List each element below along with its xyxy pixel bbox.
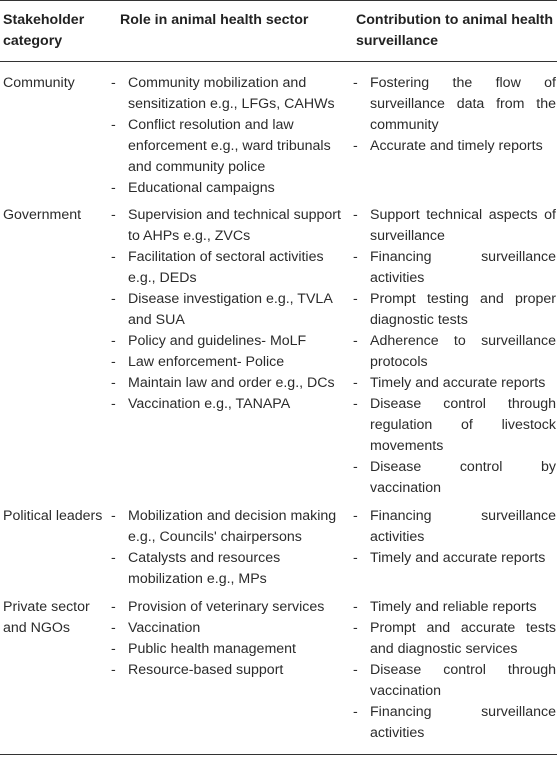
role-item: - Provision of veterinary services <box>111 597 349 618</box>
table-row <box>0 591 557 755</box>
role-item: - Vaccination e.g., TANAPA <box>111 394 349 415</box>
role-item: - Vaccination <box>111 618 349 639</box>
role-item: - Resource-based support <box>111 660 349 681</box>
header-role: Role in animal health sector <box>107 1 353 62</box>
role-item: - Policy and guidelines- MoLF <box>111 331 349 352</box>
role-cell <box>107 591 353 755</box>
stakeholder-category-cell: Community <box>3 75 75 91</box>
role-list <box>107 73 353 199</box>
stakeholder-category-cell: Private sector and NGOs <box>0 591 107 755</box>
contribution-item: - Prompt testing and proper diagnostic tests <box>353 289 556 331</box>
role-item: - Supervision and technical support to AHPs e.g., ZVCs <box>111 205 349 247</box>
contribution-item: - Fostering the flow of surveillance data from the community <box>353 73 556 136</box>
contribution-item: - Accurate and timely reports <box>353 136 556 157</box>
role-item: - Maintain law and order e.g., DCs <box>111 373 349 394</box>
contribution-item: - Disease control through regulation of livestock movements <box>353 394 556 457</box>
contribution-cell <box>353 591 557 755</box>
role-item: - Catalysts and resources mobilization e.g., MPs <box>111 548 349 590</box>
role-item: - Facilitation of sectoral activities e.g., DEDs <box>111 247 349 289</box>
table-row <box>0 62 557 201</box>
contribution-item: - Financing surveillance activities <box>353 702 556 744</box>
contribution-list <box>353 73 557 157</box>
contribution-item: - Financing surveillance activities <box>353 247 556 289</box>
table-header-row <box>0 1 557 62</box>
header-contribution: Contribution to animal health surveillance <box>353 1 557 62</box>
contribution-list <box>353 597 557 744</box>
role-cell <box>107 500 353 591</box>
contribution-item: - Timely and accurate reports <box>353 373 556 394</box>
contribution-list <box>353 205 557 499</box>
role-item: - Disease investigation e.g., TVLA and SUA <box>111 289 349 331</box>
contribution-cell <box>353 200 557 500</box>
stakeholder-category-cell: Political leaders <box>3 508 103 524</box>
role-list <box>107 506 353 590</box>
role-item: - Educational campaigns <box>111 178 349 199</box>
role-list <box>107 205 353 415</box>
table-row <box>0 200 557 500</box>
role-item: - Conflict resolution and law enforcement e.g., ward tribunals and community police <box>111 115 349 178</box>
contribution-item: - Prompt and accurate tests and diagnostic services <box>353 618 556 660</box>
role-item: - Public health management <box>111 639 349 660</box>
contribution-item: - Timely and accurate reports <box>353 548 556 569</box>
contribution-item: - Adherence to surveillance protocols <box>353 331 556 373</box>
role-item: - Law enforcement- Police <box>111 352 349 373</box>
contribution-cell <box>353 62 557 201</box>
table-row <box>0 500 557 591</box>
header-stakeholder-category: Stakeholder category <box>0 1 107 62</box>
contribution-item: - Disease control by vaccination <box>353 457 556 499</box>
role-cell <box>107 62 353 201</box>
role-item: - Community mobilization and sensitization e.g., LFGs, CAHWs <box>111 73 349 115</box>
contribution-item: - Timely and reliable reports <box>353 597 556 618</box>
contribution-item: - Support technical aspects of surveillance <box>353 205 556 247</box>
role-cell <box>107 200 353 500</box>
stakeholder-category-cell: Government <box>3 207 82 223</box>
contribution-item: - Disease control through vaccination <box>353 660 556 702</box>
role-list <box>107 597 353 681</box>
contribution-cell <box>353 500 557 591</box>
contribution-list <box>353 506 557 569</box>
contribution-item: - Financing surveillance activities <box>353 506 556 548</box>
role-item: - Mobilization and decision making e.g., Councils' chairpersons <box>111 506 349 548</box>
